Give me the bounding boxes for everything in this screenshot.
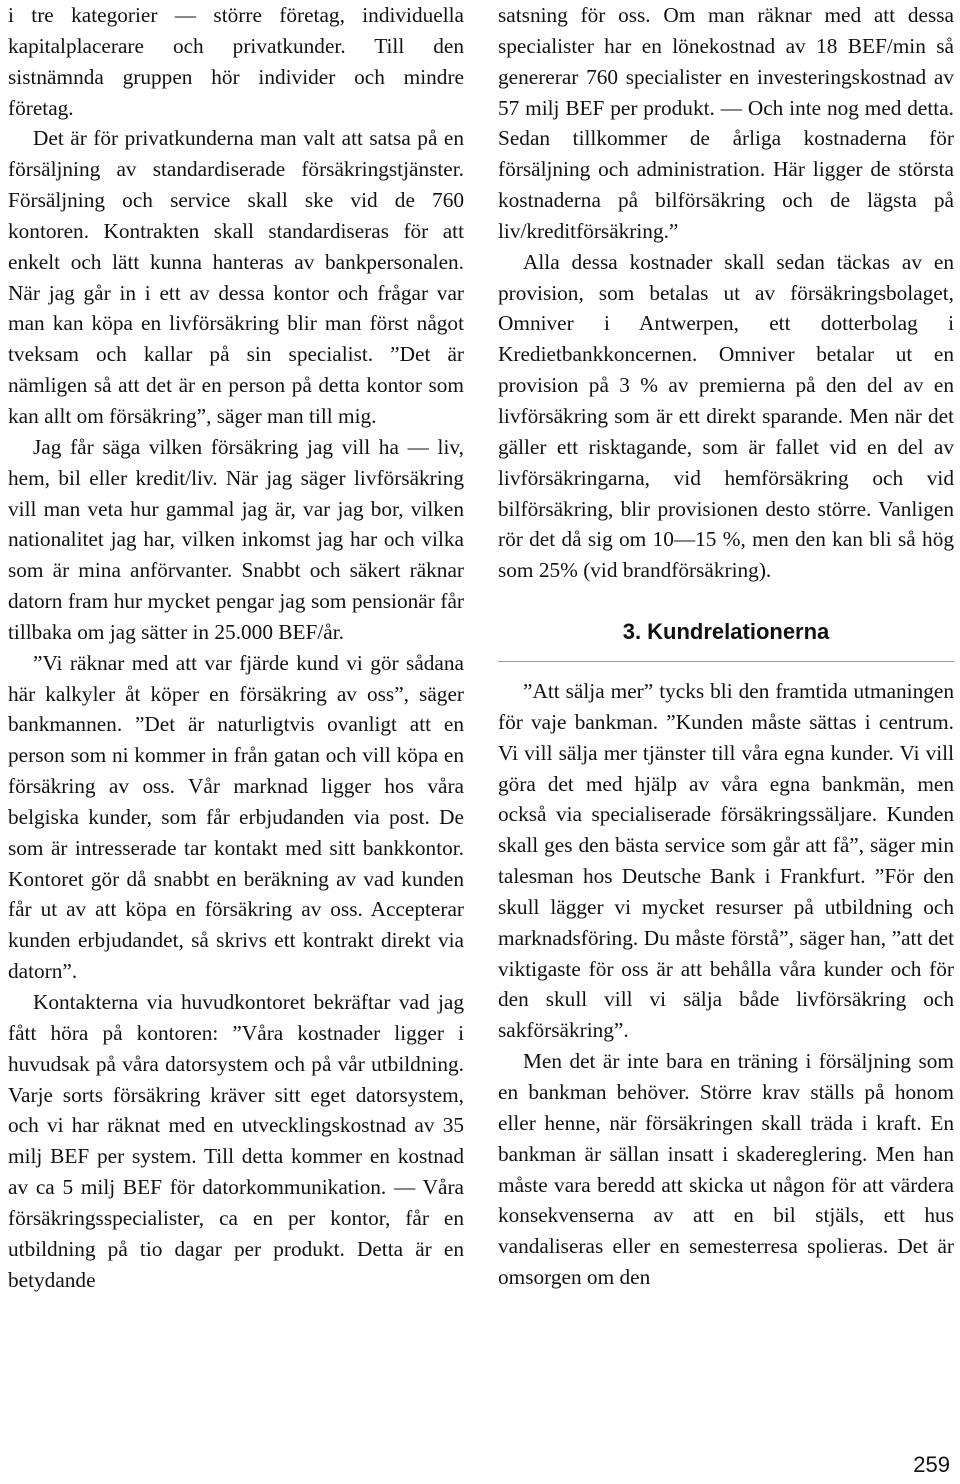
paragraph: Det är för privatkunderna man valt att satsa på en försäljning av standardiserade försäkringstjänster. Försäljning och service skall ske vid de 760 kontoren. Kontrakten skall standardiseras för att enkelt och lätt kunna hanteras av bankpersonalen. När jag går in i ett av dessa kontor och frågar var man kan köpa en livförsäkring blir man först något tveksam och kallar på sin specialist. ”Det är nämligen så att det är en person på detta kontor som kan allt om försäkring”, säger man till mig. — [8, 126, 464, 428]
paragraph: i tre kategorier — större företag, individuella kapitalplacerare och privatkunder. Till den sistnämnda gruppen hör individer och mindre företag. — [8, 3, 464, 120]
paragraph: ”Att sälja mer” tycks bli den framtida utmaningen för vaje bankman. ”Kunden måste sättas i centrum. Vi vill sälja mer tjänster till våra egna kunder. Vi vill göra det med hjälp av våra egna bankmän, men också via specialiserade försäkringssäljare. Kunden skall ges den bästa service som går att få”, säger min talesman hos Deutsche Bank i Frankfurt. ”För den skull lägger vi mycket resurser på utbildning och marknadsföring. Du måste förstå”, säger han, ”att det viktigaste för oss är att behålla våra kunder och för den skull vill vi sälja både livförsäkring och sakförsäkring”. — [498, 679, 954, 1043]
paragraph: Kontakterna via huvudkontoret bekräftar vad jag fått höra på kontoren: ”Våra kostnader ligger i huvudsak på våra datorsystem och på vår utbildning. Varje sorts försäkring kräver sitt eget datorsystem, och vi har räknat med en utvecklingskostnad av 35 milj BEF per system. Till detta kommer en kostnad av ca 5 milj BEF för datorkommunikation. — Våra försäkringsspecialister, ca en per kontor, får en utbildning på tio dagar per produkt. Detta är en betydande — [8, 990, 464, 1292]
paragraph: Jag får säga vilken försäkring jag vill ha — liv, hem, bil eller kredit/liv. När jag säger livförsäkring vill man veta hur gammal jag är, var jag bor, vilken nationalitet jag har, vilken inkomst jag har och vilka som är mina anförvanter. Snabbt och säkert räknar datorn fram hur mycket pengar jag som pensionär får tillbaka om jag sätter in 25.000 BEF/år. — [8, 434, 464, 644]
right-column — [498, 0, 954, 1293]
section-heading: 3. Kundrelationerna — [622, 619, 830, 645]
heading-divider — [498, 661, 954, 662]
page-number: 259 — [913, 1452, 950, 1477]
paragraph: Alla dessa kostnader skall sedan täckas av en provision, som betalas ut av försäkringsbolaget, Omniver i Antwerpen, ett dotterbolag i Kredietbankkoncernen. Omniver betalar ut en provision på 3 % av premierna på den del av en livförsäkring som är ett direkt sparande. Men när det gäller ett risktagande, som är fallet vid en del av livförsäkringarna, vid hemförsäkring och vid bilförsäkring, blir provisionen desto större. Vanligen rör det då sig om 10—15 %, men den kan bli så hög som 25% (vid brandförsäkring). — [498, 249, 954, 583]
left-column — [8, 0, 464, 1295]
paragraph: Men det är inte bara en träning i försäljning som en bankman behöver. Större krav ställs på honom eller henne, när försäkringen skall träda i kraft. En bankman är sällan insatt i skadereglering. Men han måste vara beredd att skicka ut någon för att värdera konsekvenserna av att en bil stjäls, ett hus vandaliseras eller en semesterresa spolieras. Det är omsorgen om den — [498, 1049, 954, 1290]
paragraph: ”Vi räknar med att var fjärde kund vi gör sådana här kalkyler åt köper en försäkring av oss”, säger bankmannen. ”Det är naturligtvis ovanligt att en person som ni kommer in från gatan och vill köpa en försäkring av oss. Vår marknad ligger hos våra belgiska kunder, som får erbjudanden via post. De som är intresserade tar kontakt med sitt bankkontor. Kontoret gör då snabbt en beräkning av vad kunden får ut av att köpa en försäkring av oss. Accepterar kunden erbjudandet, så skrivs ett kontrakt direkt via datorn”. — [8, 650, 464, 984]
paragraph: satsning för oss. Om man räknar med att dessa specialister har en lönekostnad av 18 BEF/min så genererar 760 specialister en investeringskostnad av 57 milj BEF per produkt. — Och inte nog med detta. Sedan tillkommer de årliga kostnaderna för försäljning och administration. Här ligger de största kostnaderna på bilförsäkring och de lägsta på liv/kreditförsäkring.” — [498, 3, 954, 243]
